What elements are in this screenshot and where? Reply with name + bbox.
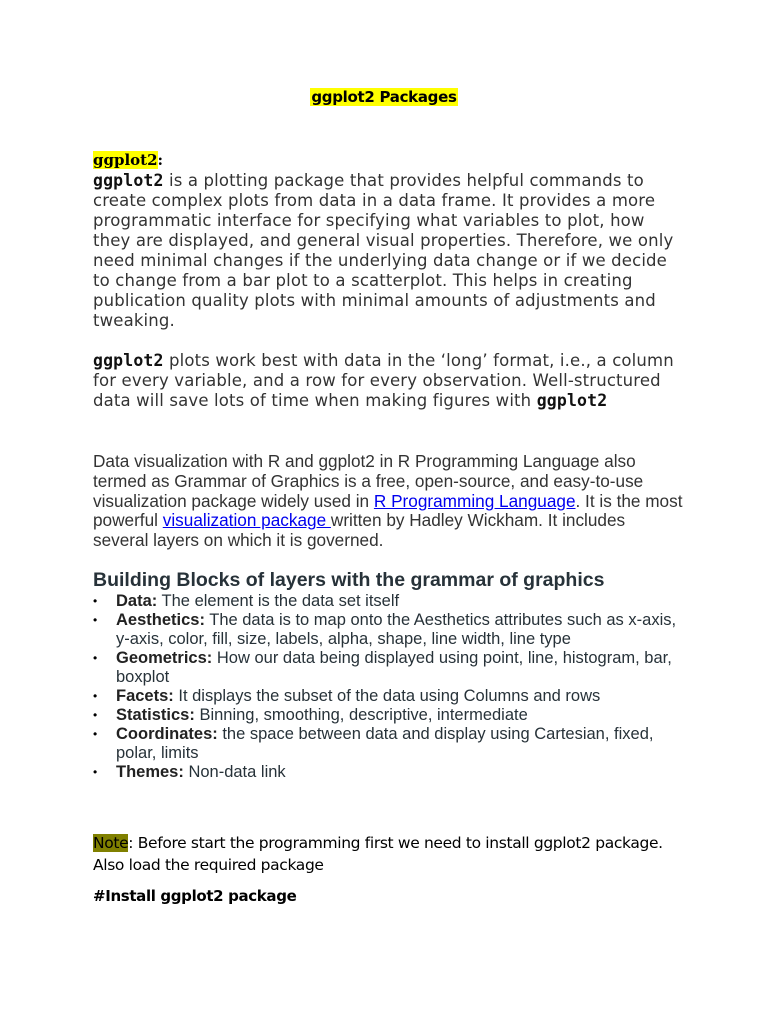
visualization-package-link[interactable]: visualization package — [162, 510, 331, 531]
paragraph-text: is a plotting package that provides helpful commands to create complex plots from data in a data frame. It provides a more programmatic interface for specifying what variables to plot, how they are displayed, and general visual properties. Therefore, we only need minimal changes if the underlying data change or if we decide to change from a bar plot to a scatterplot. This helps in creating publication quality plots with minimal amounts of adjustments and tweaking. — [93, 171, 674, 330]
paragraph-text: plots work best with data in the ‘long’ format, i.e., a column for every variable, and a row for every observation. Well-structured data will save lots of time when making figures with — [93, 351, 674, 410]
paragraph-text: written by Hadley Wickham. It includes several layers on which it is governed. — [93, 510, 626, 551]
title-row — [0, 88, 768, 107]
paragraph-text: Data visualization with R and ggplot2 in R Programming Language also termed as Grammar of Graphics is a free, open-source, and easy-to-use visualization package widely used in — [93, 451, 644, 511]
list-item-term: Data: — [116, 592, 158, 610]
section-label-colon: : — [157, 151, 164, 169]
list-item — [93, 649, 693, 687]
list-item-desc: the space between data and display using Cartesian, fixed, polar, limits — [116, 725, 654, 762]
list-item-term: Statistics: — [116, 706, 195, 724]
bullet-icon: • — [93, 613, 98, 627]
list-item — [93, 687, 693, 706]
list-item-desc: Non-data link — [183, 763, 286, 781]
note-text: : Before start the programming first we need to install ggplot2 package. Also load the required package — [93, 834, 663, 874]
list-item-term: Geometrics: — [116, 649, 213, 667]
bullet-icon: • — [93, 765, 98, 779]
note-label: Note — [93, 834, 129, 852]
bullet-icon: • — [93, 689, 98, 703]
list-item — [93, 706, 693, 725]
long-format-paragraph — [93, 351, 683, 411]
visualization-paragraph — [93, 452, 683, 551]
list-item-term: Aesthetics: — [116, 611, 205, 629]
install-heading: #Install ggplot2 package — [93, 887, 297, 905]
bullet-icon: • — [93, 594, 98, 608]
section-label — [93, 151, 683, 169]
bullet-icon: • — [93, 727, 98, 741]
list-item-desc: The data is to map onto the Aesthetics attributes such as x-axis, y-axis, color, fill, size, labels, alpha, shape, line width, line type — [116, 611, 677, 648]
bullet-icon: • — [93, 708, 98, 722]
inline-code: ggplot2 — [93, 171, 164, 190]
list-item-term: Themes: — [116, 763, 184, 781]
list-item-term: Coordinates: — [116, 725, 218, 743]
note-paragraph — [93, 832, 683, 876]
r-programming-link[interactable]: R Programming Language — [373, 490, 576, 511]
building-blocks-heading: Building Blocks of layers with the grammar of graphics — [93, 569, 605, 591]
list-item — [93, 725, 693, 763]
list-item-desc: The element is the data set itself — [157, 592, 400, 610]
list-item — [93, 763, 693, 782]
paragraph-text: . It is the most powerful — [93, 490, 683, 531]
inline-code: ggplot2 — [93, 351, 164, 370]
list-item-desc: It displays the subset of the data using Columns and rows — [173, 687, 601, 705]
intro-paragraph — [93, 171, 683, 331]
list-item-desc: Binning, smoothing, descriptive, intermediate — [194, 706, 528, 724]
list-item-desc: How our data being displayed using point, line, histogram, bar, boxplot — [116, 649, 672, 686]
bullet-icon: • — [93, 651, 98, 665]
section-label-text: ggplot2 — [93, 151, 158, 169]
list-item — [93, 592, 693, 611]
list-item-term: Facets: — [116, 687, 174, 705]
list-item — [93, 611, 693, 649]
document-title: ggplot2 Packages — [311, 88, 457, 106]
building-blocks-list — [93, 592, 693, 782]
inline-code-end: ggplot2 — [536, 391, 608, 410]
